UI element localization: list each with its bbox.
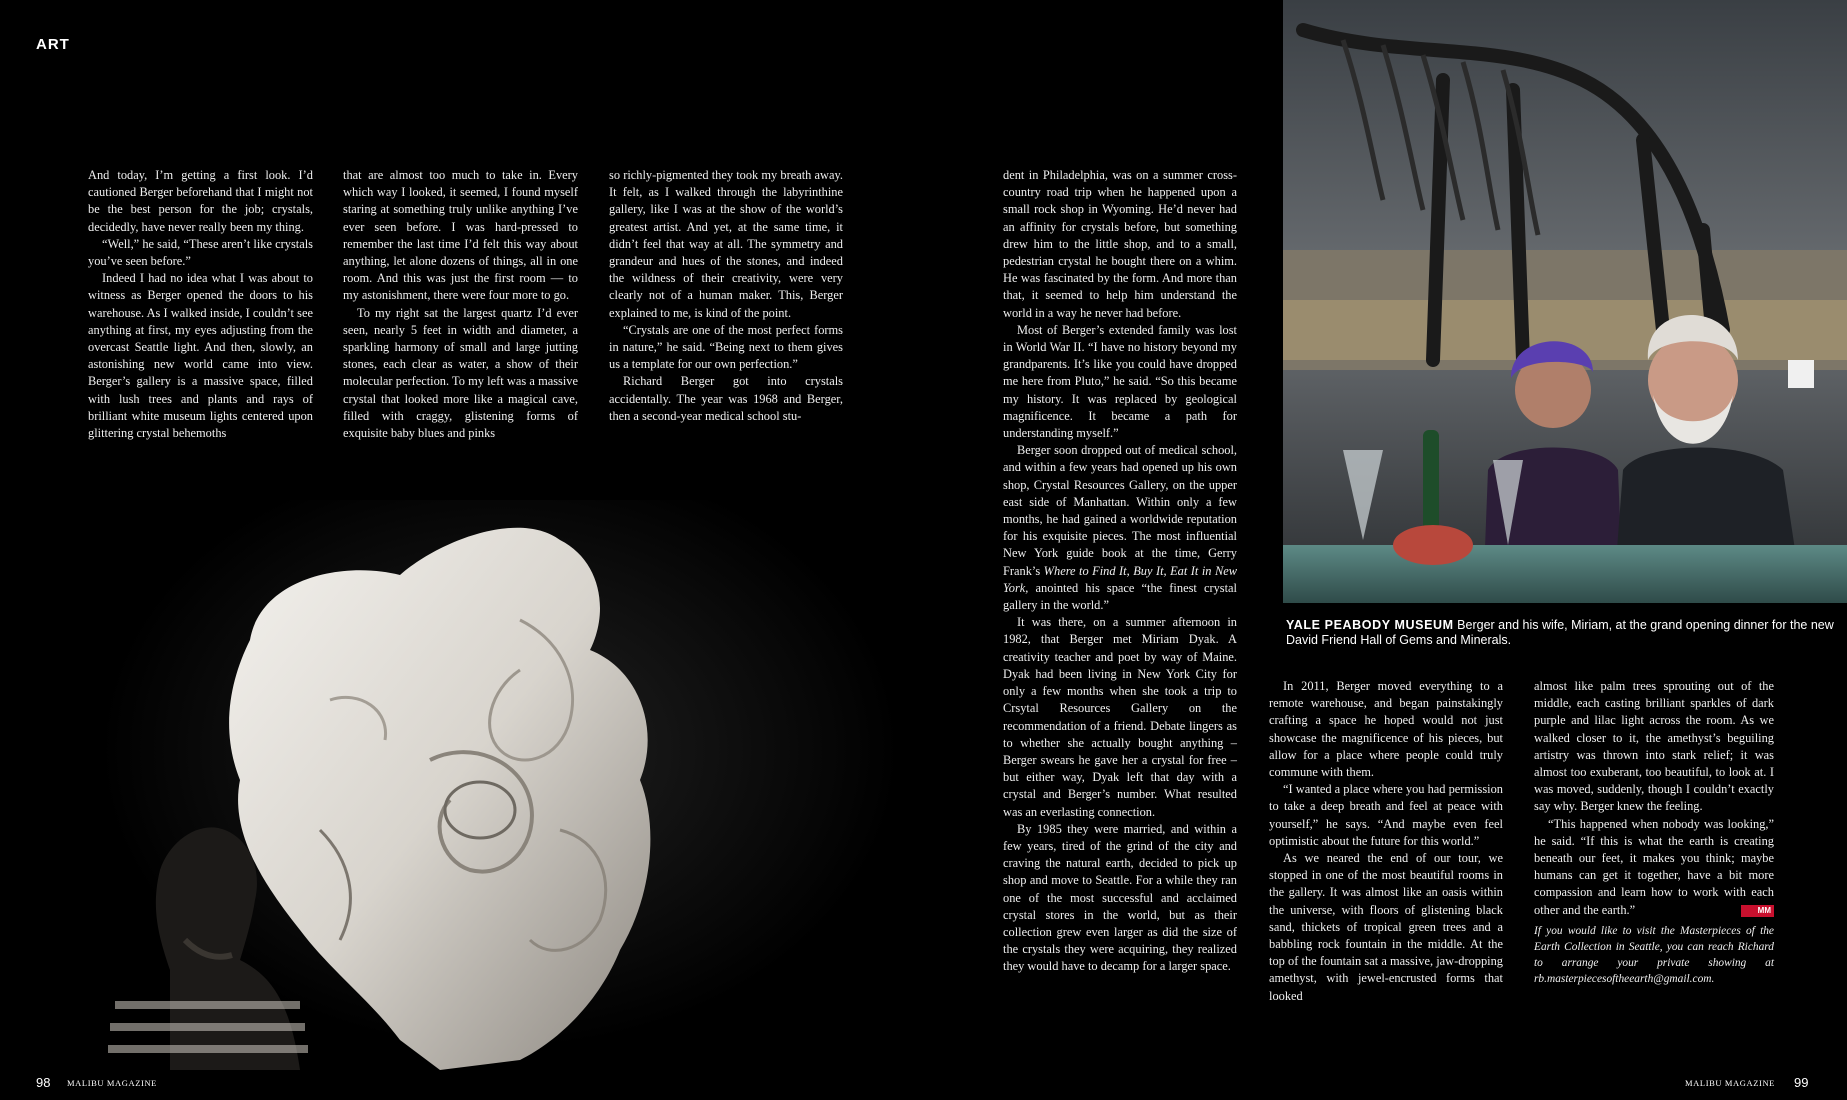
article-column-6 (1534, 678, 1774, 987)
magazine-name-left: MALIBU MAGAZINE (67, 1078, 157, 1088)
paragraph: Indeed I had no idea what I was about to witness as Berger opened the doors to his warehouse. As I walked inside, I couldn’t see anything at first, my eyes adjusting from the overcast Seattle light. And then, slowly, an astonishing new world came into view. Berger’s gallery is a massive space, filled with lush trees and plants and rays of brilliant white museum lights centered upon glittering crystal behemoths (88, 271, 313, 441)
caption-title: YALE PEABODY MUSEUM (1286, 618, 1454, 632)
article-column-4 (1003, 167, 1237, 976)
paragraph: Most of Berger’s extended family was lost in World War II. “I have no history beyond my grandparents. It’s like you could have dropped me here from Pluto,” he said. “So this became my history. It was replaced by geological magnificence. It became a path for understanding myself.” (1003, 322, 1237, 441)
paragraph: almost like palm trees sprouting out of the middle, each casting brilliant sparkles of dark purple and lilac light across the room. As we walked closer to it, the amethyst’s beguiling artistry was thrown into stark relief; it was almost too exuberant, too beautiful, to look at. I was moved, suddenly, though I couldn’t exactly say why. Berger knew the feeling. (1534, 679, 1774, 814)
paragraph: Richard Berger got into crystals accidentally. The year was 1968 and Berger, then a second-year medical school stu- (609, 374, 843, 423)
paragraph: In 2011, Berger moved everything to a remote warehouse, and began painstakingly crafting a space he hoped would not just showcase the magnificence of his pieces, but allow for a place where people could truly commune with them. (1269, 679, 1503, 780)
paragraph: so richly-pigmented they took my breath away. It felt, as I walked through the labyrinthine gallery, like I was at the show of the world’s greatest artist. And yet, at the same time, it didn’t feel that way at all. The symmetry and grandeur and hues of the stones, and indeed the wildness of their creativity, were very clearly not of a human maker. This, Berger explained to me, is kind of the point. (609, 168, 843, 320)
page-number-left: 98 (36, 1075, 51, 1090)
left-page (0, 0, 923, 1100)
section-label: ART (36, 36, 70, 53)
paragraph (1534, 816, 1774, 919)
paragraph-text: anointed his space “the finest crystal gallery in the world.” (1003, 580, 1237, 613)
paragraph: And today, I’m getting a first look. I’d cautioned Berger beforehand that I might not be the best person for the job; crystals, decidedly, have never really been my thing. (88, 168, 313, 234)
sculpture-photo (0, 500, 923, 1070)
photo-caption (1286, 618, 1834, 648)
article-column-1 (88, 167, 313, 442)
end-mark-badge: MM (1741, 905, 1774, 917)
page-number-right: 99 (1794, 1075, 1809, 1090)
paragraph: dent in Philadelphia, was on a summer cross-country road trip when he happened upon a small rock shop in Wyoming. He’d never had an affinity for crystals before, but something drew him to the little shop, and to a small, pedestrian crystal he bought there on a whim. He was fascinated by the form. And more than that, it seemed to help him understand the world in a way he never had before. (1003, 168, 1237, 320)
museum-dinner-photo (1283, 0, 1847, 603)
museum-illustration (1283, 0, 1847, 603)
paragraph: that are almost too much to take in. Every which way I looked, it seemed, I found myself staring at something truly unlike anything I’ve ever seen before. I was hard-pressed to remember the last time I’d felt this way about anything, let alone dozens of things, all in one room. And this was just the first room — to my astonishment, there were four more to go. (343, 168, 578, 303)
sculpture-illustration (0, 500, 923, 1070)
paragraph: “Well,” he said, “These aren’t like crystals you’ve seen before.” (88, 236, 313, 269)
article-column-5 (1269, 678, 1503, 1005)
paragraph (1003, 442, 1237, 614)
paragraph: “I wanted a place where you had permission to take a deep breath and feel at peace with yourself,” he says. “And maybe even feel optimistic about the future for this world.” (1269, 782, 1503, 848)
paragraph: By 1985 they were married, and within a few years, tired of the grind of the city and craving the natural earth, decided to pick up shop and move to Seattle. For a while they ran one of the most successful and acclaimed crystal stores in the world, but as their collection grew even larger as did the size of the crystals they were acquiring, they realized they would have to decamp for a larger space. (1003, 821, 1237, 974)
magazine-name-right: MALIBU MAGAZINE (1685, 1078, 1775, 1088)
article-column-3 (609, 167, 843, 425)
paragraph: To my right sat the largest quartz I’d ever seen, nearly 5 feet in width and diameter, a sparkling harmony of small and large jutting stones, each clear as water, a show of their molecular perfection. To my left was a massive crystal that looked more like a magical cave, filled with craggy, glistening forms of exquisite baby blues and pinks (343, 305, 578, 441)
caption-text: Berger and his wife, Miriam, at the grand opening dinner for the new David Friend Hall of Gems and Minerals. (1286, 618, 1834, 647)
right-page (923, 0, 1847, 1100)
paragraph-text: “This happened when nobody was looking,” he said. “If this is what the earth is creating beneath our feet, it makes you think; maybe humans can get it together, have a bit more compassion and learn how to work with each other and the earth.” (1534, 816, 1774, 917)
book-title: Where to Find It, Buy It, Eat It in New York, (1003, 563, 1237, 595)
paragraph: It was there, on a summer afternoon in 1982, that Berger met Miriam Dyak. A creativity teacher and poet by way of Maine. Dyak had been living in New York City for only a few months when she took a trip to Crsytal Resources Gallery on the recommendation of a friend. Debate lingers as to whether she actually bought anything – Berger swears he gave her a crystal for free – but either way, Dyak left that day with a crystal and Berger’s number. What resulted was an everlasting connection. (1003, 615, 1237, 819)
paragraph-text: Berger soon dropped out of medical school, and within a few years had opened up his own shop, Crystal Resources Gallery, on the upper east side of Manhattan. Within only a few months, he had gained a worldwide reputation for his exquisite pieces. The most influential New York guide book at the time, Gerry Frank’s (1003, 443, 1237, 578)
article-column-2 (343, 167, 578, 442)
paragraph: “Crystals are one of the most perfect forms in nature,” he said. “Being next to them gives us a template for our own perfection.” (609, 322, 843, 372)
visit-credit: If you would like to visit the Masterpieces of the Earth Collection in Seattle, you can reach Richard to arrange your private showing at rb.masterpiecesoftheearth@gmail.com. (1534, 924, 1774, 985)
paragraph: As we neared the end of our tour, we stopped in one of the most beautiful rooms in the gallery. It was almost like an oasis within the universe, with floors of glistening black sand, thickets of tropical green trees and a babbling rock fountain in the middle. At the top of the fountain sat a massive, jaw-dropping amethyst, with jewel-encrusted forms that looked (1269, 851, 1503, 1003)
